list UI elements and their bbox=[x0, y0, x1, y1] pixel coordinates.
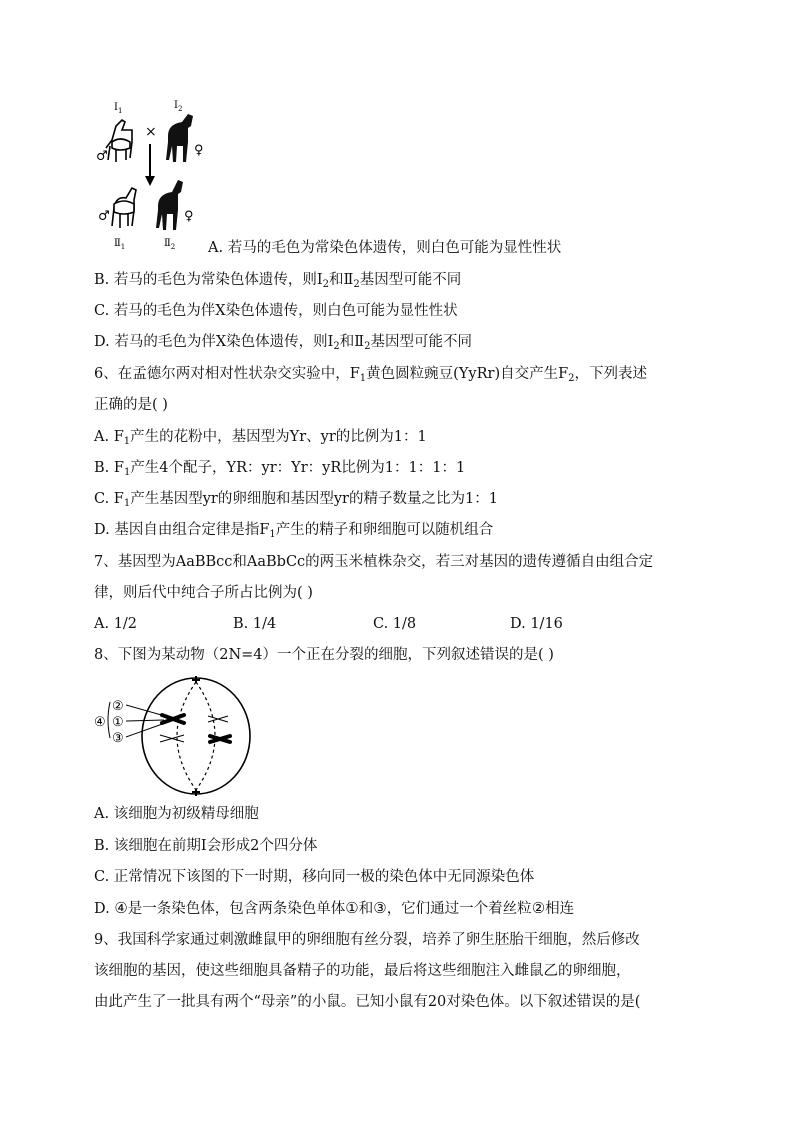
down-arrow-icon bbox=[145, 144, 155, 186]
q9-stem-line3: 由此产生了一批具有两个“母亲”的小鼠。已知小鼠有20对染色体。以下叙述错误的是( bbox=[94, 994, 641, 1010]
q6-option-c: C. $F_1$产生基因型yr的卵细胞和基因型yr的精子数量之比为1：1 bbox=[94, 491, 498, 509]
horse-pedigree-svg bbox=[92, 96, 212, 254]
centrosome-top-icon bbox=[192, 676, 200, 682]
label-i1: $Ⅰ_1$ bbox=[114, 102, 123, 115]
white-horse-offspring-icon bbox=[112, 188, 136, 228]
q7-stem-line1: 7、基因型为AaBBcc和AaBbCc的两玉米植株杂交，若三对基因的遗传遵循自由组合定 bbox=[94, 554, 654, 570]
q5-option-a: A. 若马的毛色为常染色体遗传，则白色可能为显性性状 bbox=[208, 240, 562, 256]
q6-stem-line2: 正确的是( ) bbox=[94, 397, 168, 413]
pointer-1 bbox=[126, 720, 164, 721]
white-chromosome-2-icon bbox=[160, 735, 184, 742]
q7-option-d: D. 1/16 bbox=[510, 616, 563, 632]
label-4: ④ bbox=[94, 715, 106, 730]
black-chromosome-2-icon bbox=[210, 736, 230, 742]
label-ii1: $Ⅱ_1$ bbox=[114, 238, 126, 251]
label-ii2: $Ⅱ_2$ bbox=[164, 238, 176, 251]
q8-option-c: C. 正常情况下该图的下一时期，移向同一极的染色体中无同源染色体 bbox=[94, 869, 535, 885]
label-3: ③ bbox=[112, 731, 124, 746]
q8-option-b: B. 该细胞在前期Ⅰ会形成2个四分体 bbox=[94, 838, 318, 854]
q6-stem-line1: 6、在孟德尔两对相对性状杂交实验中，$F_1$黄色圆粒豌豆(YyRr)自交产生$F_2$，下列表述 bbox=[94, 366, 648, 384]
horse-pedigree-figure bbox=[92, 96, 212, 258]
label-2: ② bbox=[112, 699, 124, 714]
white-chromosome-1-icon bbox=[208, 716, 228, 722]
q5-option-b: B. 若马的毛色为常染色体遗传，则$Ⅰ_2$和$Ⅱ_2$基因型可能不同 bbox=[94, 272, 462, 290]
cell-diagram-svg bbox=[92, 672, 262, 798]
q5-option-d: D. 若马的毛色为伴X染色体遗传，则$Ⅰ_2$和$Ⅱ_2$基因型可能不同 bbox=[94, 334, 472, 352]
cross-sign: × bbox=[145, 124, 157, 140]
q8-option-a: A. 该细胞为初级精母细胞 bbox=[94, 806, 259, 822]
q7-option-c: C. 1/8 bbox=[373, 616, 417, 632]
pointer-3 bbox=[126, 722, 168, 737]
black-horse-offspring-icon bbox=[156, 180, 183, 230]
q8-option-d: D. ④是一条染色体，包含两条染色单体①和③，它们通过一个着丝粒②相连 bbox=[94, 899, 575, 917]
female-symbol-ii2: ♀ bbox=[184, 209, 194, 224]
q7-stem-line2: 律，则后代中纯合子所占比例为( ) bbox=[94, 585, 313, 601]
q9-stem-line2: 该细胞的基因，使这些细胞具备精子的功能，最后将这些细胞注入雌鼠乙的卵细胞， bbox=[94, 963, 631, 979]
q9-stem-line1: 9、我国科学家通过刺激雌鼠甲的卵细胞有丝分裂，培养了卵生胚胎干细胞，然后修改 bbox=[94, 932, 640, 948]
black-horse-icon bbox=[166, 114, 193, 162]
centrosome-bottom-icon bbox=[192, 790, 200, 796]
white-horse-icon bbox=[106, 120, 132, 162]
q7-option-a: A. 1/2 bbox=[94, 616, 138, 632]
label-1: ① bbox=[112, 715, 124, 730]
dividing-cell-figure bbox=[92, 672, 262, 802]
q6-option-a: A. $F_1$产生的花粉中，基因型为Yr、yr的比例为1：1 bbox=[94, 429, 427, 447]
q6-option-d: D. 基因自由组合定律是指$F_1$产生的精子和卵细胞可以随机组合 bbox=[94, 522, 494, 540]
male-symbol-ii1: ♂ bbox=[98, 209, 110, 224]
q6-option-b: B. $F_1$产生4个配子，YR：yr：Yr：yR比例为1：1：1：1 bbox=[94, 460, 466, 478]
q7-option-b: B. 1/4 bbox=[233, 616, 277, 632]
q7-options bbox=[94, 614, 694, 634]
label-i2: $Ⅰ_2$ bbox=[174, 100, 183, 113]
cell-membrane bbox=[142, 678, 250, 794]
male-symbol-i1: ♂ bbox=[96, 149, 108, 164]
female-symbol-i2: ♀ bbox=[194, 143, 204, 158]
q5-option-c: C. 若马的毛色为伴X染色体遗传，则白色可能为显性性状 bbox=[94, 303, 458, 319]
bracket-4 bbox=[108, 702, 110, 738]
q8-stem: 8、下图为某动物（2N=4）一个正在分裂的细胞，下列叙述错误的是( ) bbox=[94, 647, 554, 663]
